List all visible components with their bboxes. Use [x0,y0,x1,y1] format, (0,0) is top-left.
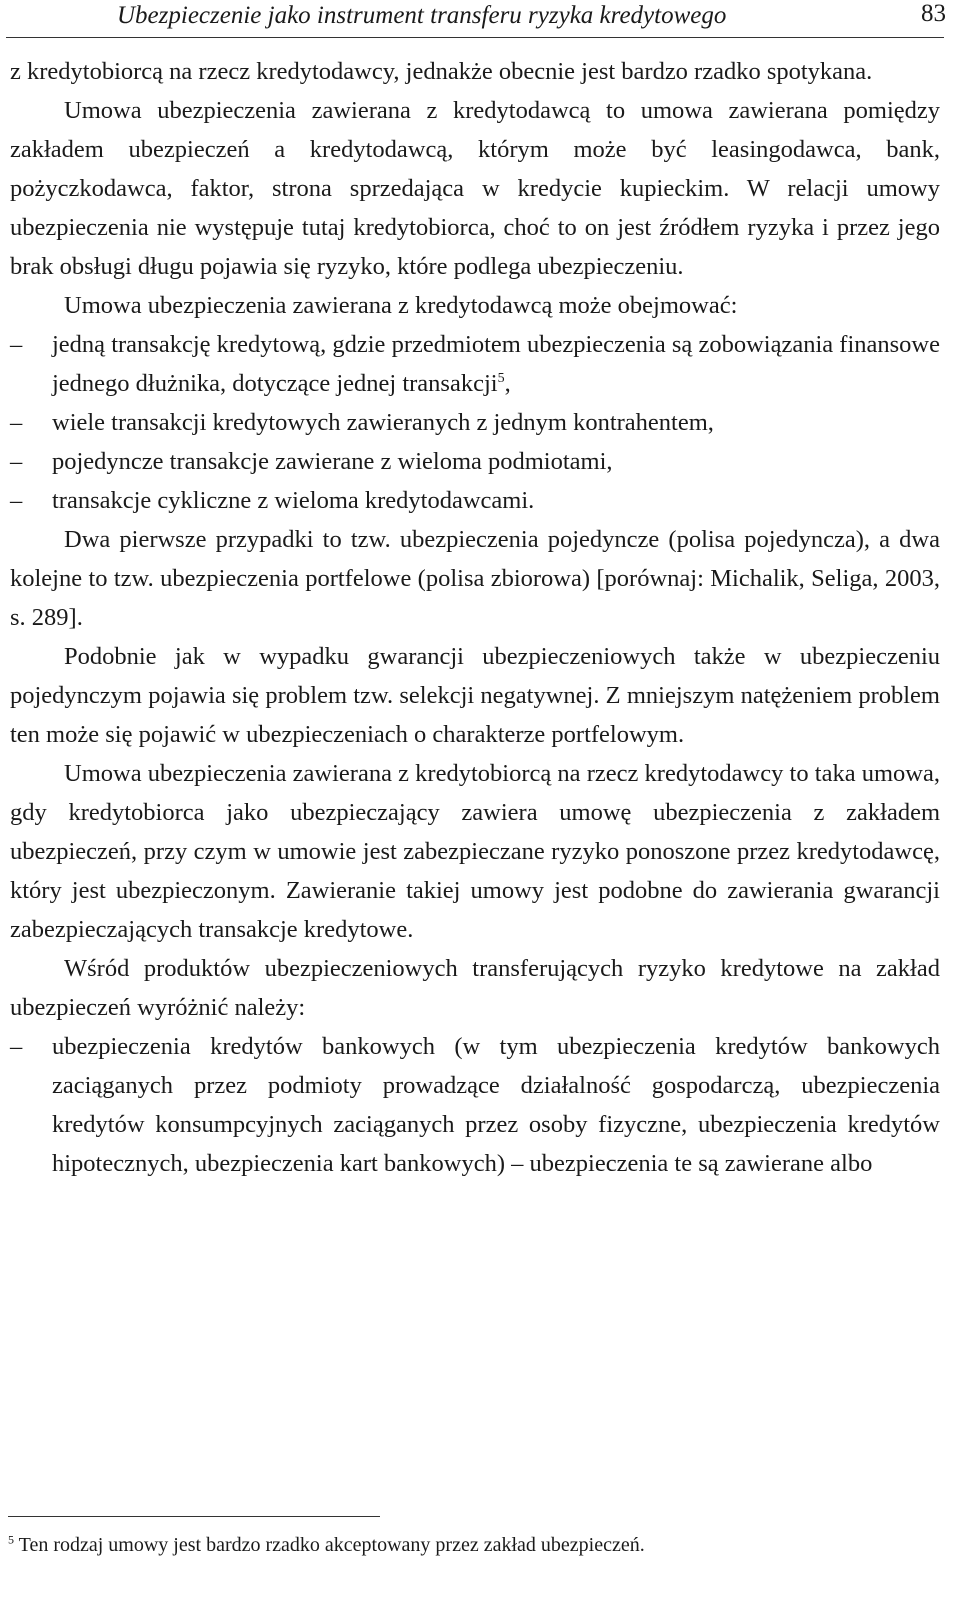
dash-bullet: – [10,409,23,436]
paragraph: Wśród produktów ubezpieczeniowych transferujących ryzyko kredytowe na zakład ubezpieczeń wyróżnić należy: [10,955,940,1021]
paragraph: Umowa ubezpieczenia zawierana z kredytobiorcą na rzecz kredytodawcy to taka umowa, gdy kredytobiorca jako ubezpieczający zawiera umowę ubezpieczenia z zakładem ubezpieczeń, przy czym w umowie jest zabezpieczane ryzyko ponoszone przez kredytodawcę, który jest ubezpieczonym. Zawieranie takiej umowy jest podobne do zawierania gwarancji zabezpieczających transakcje kredytowe. [10,760,940,943]
header-rule [6,37,944,38]
running-header-title: Ubezpieczenie jako instrument transferu ryzyka kredytowego [117,2,727,29]
footnote [8,1532,938,1558]
list-item-text: transakcje cykliczne z wieloma kredytodawcami. [52,487,535,514]
body-text [10,52,940,1183]
footnote-text: Ten rodzaj umowy jest bardzo rzadko akceptowany przez zakład ubezpieczeń. [18,1534,645,1556]
dash-bullet: – [10,487,23,514]
footnote-marker: 5 [8,1532,14,1547]
list-item-text: jedną transakcję kredytową, gdzie przedmiotem ubezpieczenia są zobowiązania finansowe jednego dłużnika, dotyczące jednej transakcji [52,331,940,397]
list-item [10,325,940,403]
dash-bullet: – [10,331,23,358]
running-header [0,0,960,36]
list-item [10,442,940,481]
list-item-text: pojedyncze transakcje zawierane z wieloma podmiotami, [52,448,613,475]
paragraph: Dwa pierwsze przypadki to tzw. ubezpieczenia pojedyncze (polisa pojedyncza), a dwa kolejne to tzw. ubezpieczenia portfelowe (polisa zbiorowa) [porównaj: Michalik, Seliga, 2003, s. 289]. [10,526,940,631]
paragraph: Umowa ubezpieczenia zawierana z kredytodawcą to umowa zawierana pomiędzy zakładem ubezpieczeń a kredytodawcą, którym może być leasingodawca, bank, pożyczkodawca, faktor, strona sprzedająca w kredycie kupieckim. W relacji umowy ubezpieczenia nie występuje tutaj kredytobiorca, choć to on jest źródłem ryzyka i przez jego brak obsługi długu pojawia się ryzyko, które podlega ubezpieczeniu. [10,97,940,280]
footnote-rule [8,1516,380,1517]
list-item [10,1027,940,1183]
list-item-text: ubezpieczenia kredytów bankowych (w tym ubezpieczenia kredytów bankowych zaciąganych przez podmioty prowadzące działalność gospodarczą, ubezpieczenia kredytów konsumpcyjnych zaciąganych przez osoby fizyczne, ubezpieczenia kredytów hipotecznych, ubezpieczenia kart bankowych) – ubezpieczenia te są zawierane albo [52,1033,940,1177]
list-item [10,403,940,442]
dash-bullet: – [10,1033,23,1060]
list-item-text: wiele transakcji kredytowych zawieranych z jednym kontrahentem, [52,409,714,436]
list-item [10,481,940,520]
paragraph-continuation: z kredytobiorcą na rzecz kredytodawcy, jednakże obecnie jest bardzo rzadko spotykana. [10,58,873,85]
list-item-punct: , [504,370,511,397]
footnote-ref: 5 [497,370,505,386]
dash-list [10,325,940,520]
paragraph: Podobnie jak w wypadku gwarancji ubezpieczeniowych także w ubezpieczeniu pojedynczym pojawia się problem tzw. selekcji negatywnej. Z mniejszym natężeniem problem ten może się pojawić w ubezpieczeniach o charakterze portfelowym. [10,643,940,748]
page-number: 83 [921,0,946,27]
paragraph: Umowa ubezpieczenia zawierana z kredytodawcą może obejmować: [64,292,738,319]
dash-list [10,1027,940,1183]
dash-bullet: – [10,448,23,475]
